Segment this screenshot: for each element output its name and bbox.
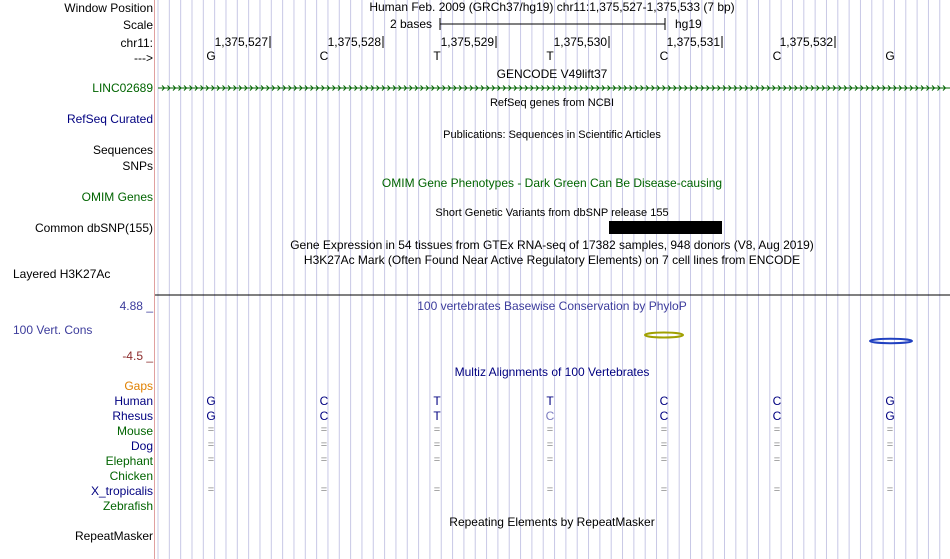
omim-track-label[interactable]: OMIM Genes: [81, 190, 153, 204]
alignment-base: =: [660, 439, 668, 451]
gencode-gene-label[interactable]: LINC02689: [92, 81, 153, 95]
base-letter: C: [319, 49, 329, 63]
phylop-track-title[interactable]: 100 vertebrates Basewise Conservation by PhyloP: [417, 299, 687, 313]
base-letter: G: [206, 49, 216, 63]
position-tick-label: 1,375,531: [666, 35, 720, 49]
alignment-base: T: [433, 394, 441, 408]
alignment-base: =: [433, 454, 441, 466]
alignment-base: =: [546, 424, 554, 436]
dbsnp-track-title[interactable]: Short Genetic Variants from dbSNP release 155: [435, 207, 669, 219]
dbsnp-track-label[interactable]: Common dbSNP(155): [34, 221, 153, 235]
alignment-base: =: [546, 454, 554, 466]
alignment-base: G: [206, 394, 216, 408]
alignment-base: =: [660, 484, 668, 496]
species-label[interactable]: X_tropicalis: [90, 484, 153, 498]
alignment-base: C: [659, 409, 669, 423]
base-letter: C: [659, 49, 669, 63]
alignment-base: =: [773, 424, 781, 436]
alignment-base: =: [320, 454, 328, 466]
h3k27ac-track-label[interactable]: Layered H3K27Ac: [13, 267, 111, 281]
species-label[interactable]: Dog: [130, 439, 153, 453]
alignment-base: =: [773, 484, 781, 496]
species-label[interactable]: Zebrafish: [102, 499, 153, 513]
snps-track-label[interactable]: SNPs: [122, 159, 153, 173]
alignment-base: =: [207, 484, 215, 496]
position-tick-label: 1,375,532: [779, 35, 833, 49]
alignment-base: =: [660, 454, 668, 466]
alignment-base: =: [886, 424, 894, 436]
position-tick-label: 1,375,530: [553, 35, 607, 49]
alignment-base: =: [546, 439, 554, 451]
gencode-track-title[interactable]: GENCODE V49lift37: [496, 67, 608, 81]
alignment-base: C: [545, 409, 555, 423]
base-letter: C: [772, 49, 782, 63]
alignment-base: T: [546, 394, 554, 408]
alignment-base: =: [207, 454, 215, 466]
phylop-feature: [645, 333, 683, 338]
alignment-base: C: [319, 409, 329, 423]
base-letter: T: [433, 49, 441, 63]
alignment-base: =: [773, 439, 781, 451]
alignment-base: =: [207, 439, 215, 451]
h3k27ac-track-title[interactable]: H3K27Ac Mark (Often Found Near Active Regulatory Elements) on 7 cell lines from ENCODE: [303, 253, 801, 267]
repeatmasker-track-title[interactable]: Repeating Elements by RepeatMasker: [449, 515, 655, 529]
alignment-base: =: [886, 439, 894, 451]
species-label[interactable]: Mouse: [116, 424, 153, 438]
repeatmasker-track-label[interactable]: RepeatMasker: [74, 529, 153, 543]
alignment-base: G: [885, 394, 895, 408]
phylop-min-label: -4.5 _: [122, 349, 153, 363]
alignment-base: =: [433, 424, 441, 436]
base-letter: T: [546, 49, 554, 63]
species-label[interactable]: Chicken: [109, 469, 153, 483]
assembly-label: hg19: [675, 17, 702, 31]
phylop-max-label: 4.88 _: [119, 299, 153, 313]
alignment-base: =: [320, 424, 328, 436]
phylop-track-label[interactable]: 100 Vert. Cons: [13, 323, 93, 337]
alignment-base: C: [772, 394, 782, 408]
alignment-base: =: [207, 424, 215, 436]
omim-track-title[interactable]: OMIM Gene Phenotypes - Dark Green Can Be Disease-causing: [381, 176, 723, 190]
alignment-base: =: [886, 454, 894, 466]
window-position-label: Window Position: [64, 1, 153, 15]
alignment-base: =: [886, 484, 894, 496]
multiz-track-title[interactable]: Multiz Alignments of 100 Vertebrates: [454, 365, 650, 379]
alignment-base: =: [773, 454, 781, 466]
species-label[interactable]: Elephant: [105, 454, 153, 468]
alignment-base: =: [660, 424, 668, 436]
position-tick-label: 1,375,528: [327, 35, 381, 49]
alignment-base: C: [659, 394, 669, 408]
base-letter: G: [885, 49, 895, 63]
chrom-label: chr11:: [120, 36, 153, 50]
refseq-track-label[interactable]: RefSeq Curated: [66, 112, 153, 126]
gtex-track-title[interactable]: Gene Expression in 54 tissues from GTEx RNA-seq of 17382 samples, 948 donors (V8, Aug 2019): [290, 238, 814, 252]
scale-label: Scale: [122, 18, 153, 32]
publications-track-title[interactable]: Publications: Sequences in Scientific Articles: [443, 129, 661, 141]
species-label[interactable]: Human: [114, 394, 153, 408]
dbsnp-variant-bar: [609, 221, 722, 234]
alignment-base: =: [433, 484, 441, 496]
sequences-track-label[interactable]: Sequences: [92, 143, 153, 157]
strand-label: --->: [134, 51, 153, 65]
alignment-base: =: [320, 439, 328, 451]
position-tick-label: 1,375,529: [440, 35, 494, 49]
species-label[interactable]: Rhesus: [112, 409, 153, 423]
refseq-track-title[interactable]: RefSeq genes from NCBI: [489, 97, 615, 109]
window-position-title: Human Feb. 2009 (GRCh37/hg19) chr11:1,375,527-1,375,533 (7 bp): [369, 0, 735, 14]
scale-text: 2 bases: [390, 17, 433, 31]
gaps-label: Gaps: [124, 379, 153, 393]
alignment-base: G: [206, 409, 216, 423]
alignment-base: C: [319, 394, 329, 408]
alignment-base: =: [320, 484, 328, 496]
alignment-base: =: [433, 439, 441, 451]
alignment-base: T: [433, 409, 441, 423]
position-tick-label: 1,375,527: [214, 35, 268, 49]
alignment-base: =: [546, 484, 554, 496]
alignment-base: C: [772, 409, 782, 423]
alignment-base: G: [885, 409, 895, 423]
